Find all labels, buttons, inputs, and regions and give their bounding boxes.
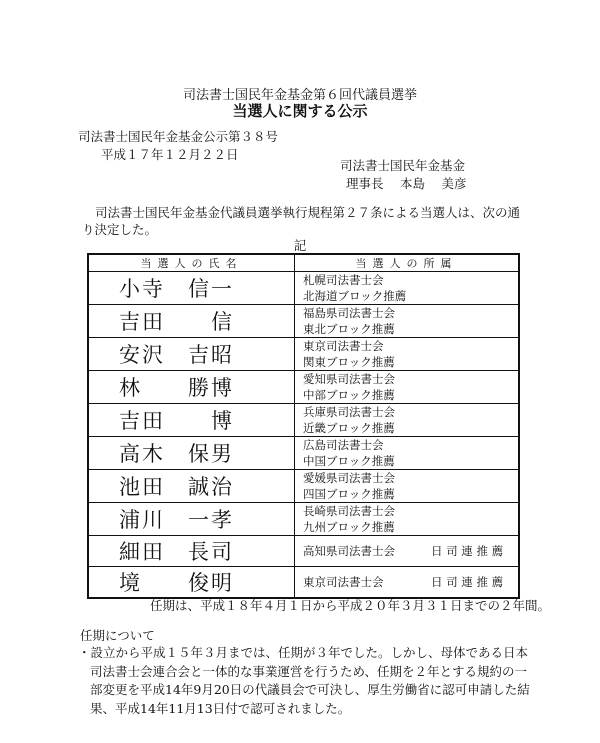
body-paragraph: 司法書士国民年金基金代議員選挙執行規程第２７条による当選人は、次の通り決定した。 — [82, 205, 521, 237]
affiliation — [295, 404, 520, 437]
table-header-row — [88, 254, 519, 272]
block-recommendation: 四国ブロック推薦 — [303, 487, 395, 501]
block-recommendation: 近畿ブロック推薦 — [303, 421, 395, 435]
association: 東京司法書士会 — [303, 575, 384, 589]
header-affiliation: 当選人の所属 — [295, 254, 520, 272]
table-row — [88, 305, 519, 338]
notice-date: 平成１７年１２月２２日 — [101, 147, 239, 162]
affiliation — [295, 470, 520, 503]
block-recommendation: 九州ブロック推薦 — [303, 520, 395, 534]
elected-name: 安沢 吉昭 — [88, 338, 295, 371]
notice-number: 司法書士国民年金基金公示第３８号 — [78, 129, 279, 144]
affiliation — [295, 371, 520, 404]
header-name: 当選人の氏名 — [88, 254, 295, 272]
block-recommendation: 北海道ブロック推薦 — [303, 289, 407, 303]
elected-name: 小寺 信一 — [88, 272, 295, 305]
table-row — [88, 536, 519, 567]
table-row — [88, 338, 519, 371]
block-recommendation: 日 司 連 推 薦 — [431, 575, 504, 589]
table-row — [88, 272, 519, 305]
association: 愛媛県司法書士会 — [303, 471, 395, 485]
table-row — [88, 503, 519, 536]
table-row — [88, 371, 519, 404]
affiliation — [295, 503, 520, 536]
term-statement: 任期は、平成１８年４月１日から平成２０年３月３１日までの２年間。 — [150, 598, 551, 613]
association: 広島司法書士会 — [303, 438, 384, 452]
results-table — [87, 253, 520, 599]
association: 福島県司法書士会 — [303, 306, 395, 320]
elected-name: 細田 長司 — [88, 536, 295, 567]
affiliation — [295, 305, 520, 338]
block-recommendation: 日 司 連 推 薦 — [431, 544, 504, 558]
ki-mark: 記 — [293, 238, 307, 253]
term-note-bullet: ・設立から平成１５年３月までは、任期が３年でした。しかし、母体である日本司法書士会連合会と一体的な事業運営を行うため、任期を２年とする規約の一部変更を平成14年9月20日の代議員会で可決し、厚生労働省に認可申請した結果、平成14年11月13日付で認可されました。 — [78, 645, 530, 716]
affiliation — [295, 338, 520, 371]
elected-name: 吉田 博 — [88, 404, 295, 437]
association: 愛知県司法書士会 — [303, 372, 395, 386]
association: 高知県司法書士会 — [303, 544, 395, 558]
elected-name: 林 勝博 — [88, 371, 295, 404]
affiliation — [295, 272, 520, 305]
table-row — [88, 567, 519, 599]
affiliation — [295, 437, 520, 470]
elected-name: 池田 誠治 — [88, 470, 295, 503]
signer: 理事長 本島 美彦 — [346, 176, 467, 191]
block-recommendation: 東北ブロック推薦 — [303, 322, 395, 336]
affiliation — [295, 536, 520, 567]
association: 東京司法書士会 — [303, 339, 384, 353]
block-recommendation: 関東ブロック推薦 — [303, 355, 395, 369]
block-recommendation: 中国ブロック推薦 — [303, 454, 395, 468]
elected-name: 高木 保男 — [88, 437, 295, 470]
issuing-organization: 司法書士国民年金基金 — [340, 158, 466, 173]
association: 兵庫県司法書士会 — [303, 405, 395, 419]
association: 長崎県司法書士会 — [303, 504, 395, 518]
association: 札幌司法書士会 — [303, 273, 384, 287]
table-row — [88, 437, 519, 470]
title-line-1: 司法書士国民年金基金第６回代議員選挙 — [182, 88, 417, 103]
table-row — [88, 404, 519, 437]
table-row — [88, 470, 519, 503]
elected-name: 吉田 信 — [88, 305, 295, 338]
block-recommendation: 中部ブロック推薦 — [303, 388, 395, 402]
title-line-2: 当選人に関する公示 — [232, 102, 368, 120]
elected-name: 浦川 一孝 — [88, 503, 295, 536]
elected-name: 境 俊明 — [88, 567, 295, 599]
affiliation — [295, 567, 520, 599]
term-note-heading: 任期について — [80, 628, 155, 643]
